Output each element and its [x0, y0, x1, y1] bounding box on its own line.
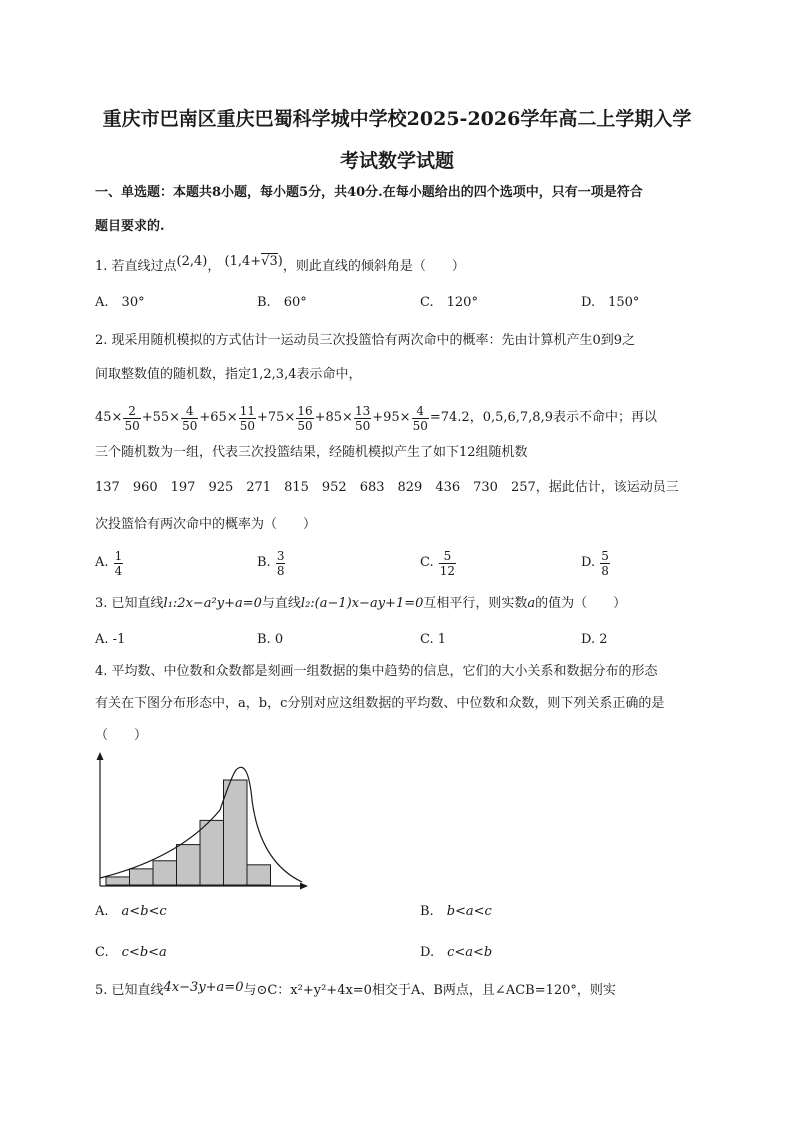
formula-operator: + — [372, 410, 384, 425]
q3-tail: 互相平行，则实数 — [423, 596, 528, 611]
q5-circle: 与⊙C：x²+y²+4x=0 — [243, 983, 372, 998]
histogram-x-arrow — [300, 883, 308, 890]
formula-numerator: 4 — [181, 404, 198, 419]
q4-option-b[interactable] — [420, 903, 492, 921]
page-title-line-1: 重庆市巴南区重庆巴蜀科学城中学校2025-2026学年高二上学期入学 — [102, 108, 692, 130]
q2-line-1: 2. 现采用随机模拟的方式估计一运动员三次投篮恰有两次命中的概率：先由计算机产生0到9之 — [95, 333, 636, 348]
q4-option-b-value: b<a<c — [446, 904, 492, 919]
q3-line-1: l₁:2x−a²y+a=0 — [163, 596, 262, 611]
q2-option-d-num: 5 — [601, 548, 609, 563]
q2-option-b-label: B. — [257, 555, 271, 570]
formula-denominator: 50 — [124, 418, 140, 433]
q4-line-3: （ ） — [95, 728, 148, 743]
q4-option-a-value: a<b<c — [121, 904, 167, 919]
formula-operator: + — [256, 410, 268, 425]
formula-denominator: 50 — [412, 418, 428, 433]
histogram-bar — [153, 861, 177, 885]
q5-tail: 相交于A、B两点，且∠ACB=120°，则实 — [371, 983, 616, 998]
histogram-bar — [130, 869, 154, 885]
histogram-bar — [200, 820, 224, 885]
q4-option-c[interactable] — [95, 944, 167, 962]
q3-end: 的值为（ ） — [535, 596, 627, 611]
q2-option-d[interactable] — [581, 545, 611, 581]
q2-option-c-num: 5 — [439, 549, 456, 564]
formula-coef: 85× — [325, 410, 353, 425]
q2-line-2: 间取整数值的随机数，指定1,2,3,4表示命中， — [95, 367, 362, 382]
q2-option-c[interactable] — [420, 545, 457, 581]
q2-option-b-num: 3 — [276, 548, 285, 563]
page-title-line-2: 考试数学试题 — [339, 150, 454, 172]
histogram-bar — [224, 780, 248, 885]
q2-option-b-fraction — [276, 549, 286, 578]
q5-line: 4x−3y+a=0 — [163, 980, 244, 995]
q4-option-c-value: c<b<a — [121, 945, 167, 960]
q1-p2-a: (1,4+ — [224, 254, 262, 269]
formula-fraction — [239, 404, 256, 433]
histogram-bar — [177, 845, 201, 885]
formula-numerator: 11 — [239, 403, 255, 418]
q3-line-2: l₂:(a−1)x−ay+1=0 — [300, 596, 424, 611]
formula-coef: 75× — [267, 410, 296, 425]
q4-line-1: 4. 平均数、中位数和众数都是刻画一组数据的集中趋势的信息，它们的大小关系和数据分布的形态 — [95, 664, 658, 679]
q2-line-6: 次投篮恰有两次命中的概率为（ ） — [95, 517, 317, 532]
q2-option-b[interactable] — [257, 545, 286, 581]
q2-random-numbers: 137 960 197 925 271 815 952 683 829 436 730 257 — [95, 480, 536, 495]
q2-line-5 — [95, 479, 679, 497]
q3-option-b[interactable] — [257, 631, 283, 649]
q2-option-b-den: 8 — [276, 563, 285, 578]
formula-coef: 55× — [152, 410, 181, 425]
q1-p2-b: 3 — [269, 254, 278, 269]
formula-fraction — [123, 404, 140, 433]
q1-point-2: (1,4+√3) — [224, 254, 283, 269]
q3-option-b-label: B. — [257, 632, 271, 647]
q4-option-d-value: c<a<b — [447, 945, 493, 960]
q1-option-d-value: 150° — [608, 295, 640, 310]
formula-coef: 95× — [383, 410, 411, 425]
formula-fraction — [296, 404, 313, 433]
q3-option-c-value: 1 — [437, 632, 447, 647]
q1-option-a[interactable] — [95, 294, 145, 312]
formula-denominator: 50 — [354, 418, 371, 433]
formula-operator: + — [199, 410, 211, 425]
q1-sep: ， — [207, 259, 221, 274]
q3-option-c[interactable] — [420, 631, 446, 649]
formula-operator: =74.2 — [429, 410, 470, 425]
q1-option-d[interactable] — [581, 294, 639, 312]
q2-line-3-tail: ，0,5,6,7,8,9表示不命中；再以 — [469, 410, 657, 425]
q2-formula-line — [95, 398, 657, 438]
formula-numerator: 2 — [123, 404, 140, 419]
q4-option-c-label: C. — [95, 945, 109, 960]
q2-option-c-fraction — [439, 549, 456, 578]
histogram-bar — [106, 877, 130, 885]
q1-option-c-value: 120° — [446, 295, 478, 310]
q1-option-d-label: D. — [581, 295, 596, 310]
q2-line-4: 三个随机数为一组，代表三次投篮结果，经随机模拟产生了如下12组随机数 — [95, 445, 528, 460]
formula-fraction — [181, 404, 198, 433]
q3-option-c-label: C. — [420, 632, 434, 647]
q1-point-1: (2,4) — [176, 254, 208, 269]
q1-option-c[interactable] — [420, 294, 478, 312]
q2-option-a-fraction — [114, 549, 124, 578]
q3-option-d-value: 2 — [599, 632, 608, 647]
q1-suffix: ，则此直线的倾斜角是（ ） — [282, 259, 465, 274]
formula-coef: 45× — [95, 410, 123, 425]
formula-coef: 65× — [210, 410, 238, 425]
distribution-histogram — [90, 750, 312, 892]
question-1 — [95, 254, 465, 276]
section-header-line-2: 题目要求的. — [95, 219, 165, 234]
q4-line-2: 有关在下图分布形态中，a，b，c分别对应这组数据的平均数、中位数和众数，则下列关系正确的是 — [95, 696, 665, 711]
q1-prefix: 1. 若直线过点 — [95, 259, 177, 274]
q3-option-b-value: 0 — [274, 632, 284, 647]
question-3 — [95, 595, 626, 613]
q2-line-5-tail: ，据此估计，该运动员三 — [535, 480, 679, 495]
formula-fraction — [412, 404, 429, 433]
q2-option-d-den: 8 — [601, 563, 609, 578]
q1-option-a-label: A. — [95, 295, 109, 310]
q3-option-d[interactable] — [581, 631, 608, 649]
q4-option-b-label: B. — [420, 904, 434, 919]
q4-option-d-label: D. — [420, 945, 435, 960]
q1-option-b-value: 60° — [283, 295, 307, 310]
q2-option-a-den: 4 — [114, 563, 123, 578]
q5-prefix: 5. 已知直线 — [95, 983, 164, 998]
formula-fraction — [354, 404, 371, 433]
q1-option-a-value: 30° — [121, 295, 145, 310]
formula-operator: + — [314, 410, 326, 425]
q3-option-a-label: A. — [95, 632, 109, 647]
q2-option-d-fraction — [600, 549, 610, 578]
q3-option-a-value: -1 — [112, 632, 126, 647]
histogram-bar — [247, 865, 271, 885]
q2-formula — [95, 404, 470, 433]
q3-option-a[interactable] — [95, 631, 125, 649]
q2-option-c-den: 12 — [439, 563, 456, 578]
formula-denominator: 50 — [297, 418, 313, 433]
q4-option-a[interactable] — [95, 903, 167, 921]
q1-option-b-label: B. — [257, 295, 271, 310]
section-header-line-1: 一、单选题：本题共8小题，每小题5分，共40分.在每小题给出的四个选项中，只有一项是符合 — [95, 185, 643, 200]
formula-denominator: 50 — [182, 418, 198, 433]
q4-option-a-label: A. — [95, 904, 109, 919]
q3-var: a — [527, 596, 536, 611]
formula-numerator: 16 — [297, 403, 313, 418]
q1-option-c-label: C. — [420, 295, 434, 310]
formula-numerator: 4 — [412, 404, 429, 419]
histogram-y-arrow — [97, 752, 104, 760]
q2-option-c-label: C. — [420, 555, 434, 570]
question-5 — [95, 982, 616, 1000]
formula-operator: + — [141, 410, 153, 425]
formula-denominator: 50 — [239, 418, 255, 433]
q2-option-d-label: D. — [581, 555, 596, 570]
q3-prefix: 3. 已知直线 — [95, 596, 164, 611]
formula-numerator: 13 — [354, 403, 371, 418]
q1-option-b[interactable] — [257, 294, 307, 312]
q1-p2-c: ) — [277, 254, 283, 269]
q3-option-d-label: D. — [581, 632, 596, 647]
q4-option-d[interactable] — [420, 944, 492, 962]
q2-option-a[interactable] — [95, 545, 124, 581]
q3-mid: 与直线 — [261, 596, 301, 611]
q2-option-a-label: A. — [95, 555, 109, 570]
q2-option-a-num: 1 — [114, 548, 123, 563]
